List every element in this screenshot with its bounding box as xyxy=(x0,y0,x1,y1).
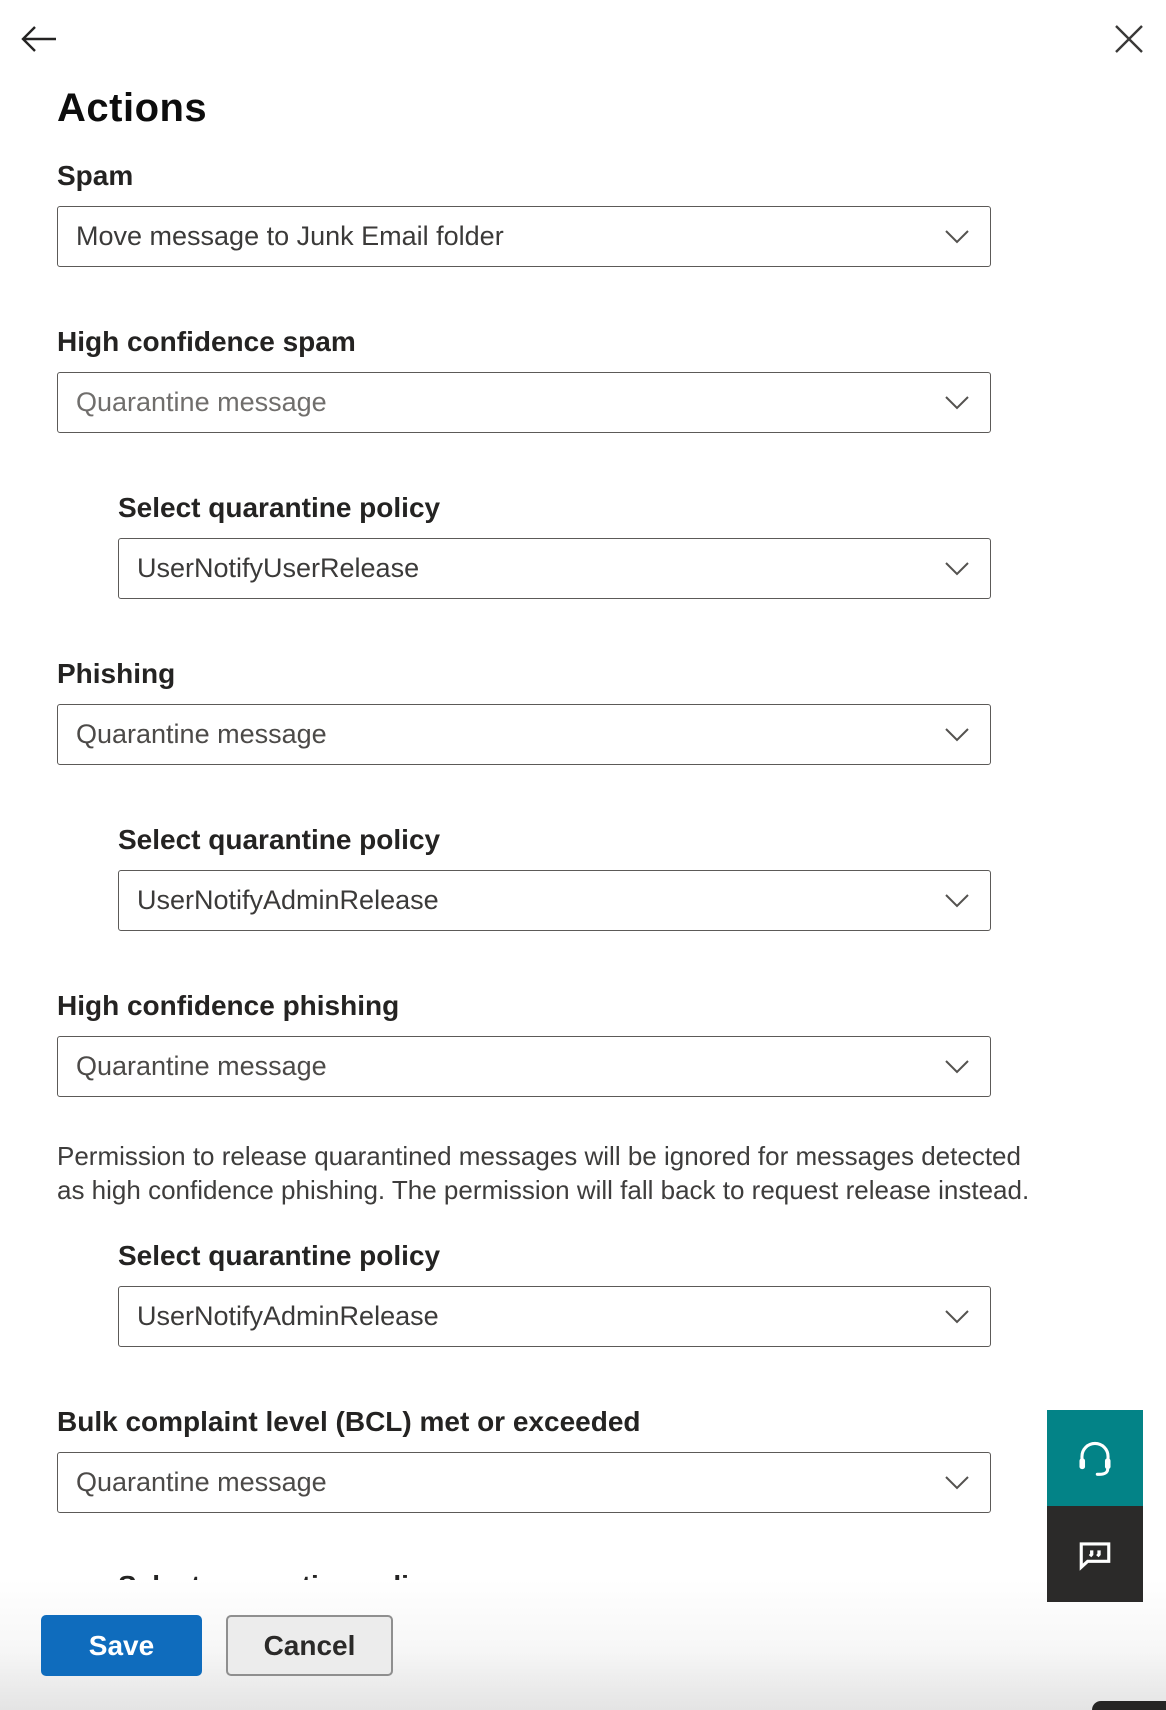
high-confidence-phishing-action-select[interactable] xyxy=(57,1036,991,1097)
hcp-quarantine-policy-label: Select quarantine policy xyxy=(118,1240,441,1271)
chevron-down-icon xyxy=(944,395,970,410)
phishing-quarantine-policy-section xyxy=(118,823,991,931)
phishing-section xyxy=(57,657,991,765)
chevron-down-icon xyxy=(944,727,970,742)
chevron-down-icon xyxy=(944,893,970,908)
bcl-label: Bulk complaint level (BCL) met or exceeded xyxy=(57,1406,641,1437)
headset-icon xyxy=(1072,1435,1118,1481)
hcs-quarantine-policy-value: UserNotifyUserRelease xyxy=(137,553,420,583)
high-confidence-spam-section xyxy=(57,325,991,433)
close-button[interactable] xyxy=(1106,16,1152,62)
back-arrow-icon xyxy=(20,24,58,54)
high-confidence-spam-label: High confidence spam xyxy=(57,326,356,357)
high-confidence-phishing-section xyxy=(57,989,991,1097)
high-confidence-phishing-action-value: Quarantine message xyxy=(76,1051,327,1081)
feedback-button[interactable] xyxy=(1047,1506,1143,1602)
hcp-quarantine-policy-section xyxy=(118,1239,991,1347)
bcl-action-value: Quarantine message xyxy=(76,1467,327,1497)
chevron-down-icon xyxy=(944,1059,970,1074)
bcl-section xyxy=(57,1405,991,1513)
high-confidence-phishing-label: High confidence phishing xyxy=(57,990,400,1021)
hcs-quarantine-policy-label: Select quarantine policy xyxy=(118,492,441,523)
chevron-down-icon xyxy=(944,1309,970,1324)
phishing-quarantine-policy-value: UserNotifyAdminRelease xyxy=(137,885,439,915)
actions-panel xyxy=(57,86,1030,1616)
back-button[interactable] xyxy=(16,16,62,62)
cancel-button[interactable]: Cancel xyxy=(226,1615,393,1676)
feedback-chat-icon xyxy=(1073,1532,1117,1576)
hcp-quarantine-policy-value: UserNotifyAdminRelease xyxy=(137,1301,439,1331)
spam-section xyxy=(57,159,991,267)
support-button[interactable] xyxy=(1047,1410,1143,1506)
phishing-quarantine-policy-select[interactable] xyxy=(118,870,991,931)
phishing-label: Phishing xyxy=(57,658,176,689)
phishing-action-select[interactable] xyxy=(57,704,991,765)
footer-bar xyxy=(0,1580,1166,1710)
phishing-quarantine-policy-label: Select quarantine policy xyxy=(118,824,441,855)
spam-action-value: Move message to Junk Email folder xyxy=(76,221,504,251)
corner-window-edge xyxy=(1092,1701,1166,1710)
high-confidence-spam-action-value: Quarantine message xyxy=(76,387,327,417)
chevron-down-icon xyxy=(944,229,970,244)
save-button[interactable]: Save xyxy=(41,1615,202,1676)
spam-action-select[interactable] xyxy=(57,206,991,267)
phishing-action-value: Quarantine message xyxy=(76,719,327,749)
hcs-quarantine-policy-section xyxy=(118,491,991,599)
chevron-down-icon xyxy=(944,561,970,576)
chevron-down-icon xyxy=(944,1475,970,1490)
page-title: Actions xyxy=(57,86,208,130)
spam-label: Spam xyxy=(57,160,134,191)
hcp-quarantine-policy-select[interactable] xyxy=(118,1286,991,1347)
bcl-action-select[interactable] xyxy=(57,1452,991,1513)
close-icon xyxy=(1114,24,1144,54)
hcs-quarantine-policy-select[interactable] xyxy=(118,538,991,599)
hcp-permission-note: Permission to release quarantined messages will be ignored for messages detected as high confidence phishing. The permission will fall back to request release instead. xyxy=(57,1141,1030,1205)
high-confidence-spam-action-select[interactable] xyxy=(57,372,991,433)
